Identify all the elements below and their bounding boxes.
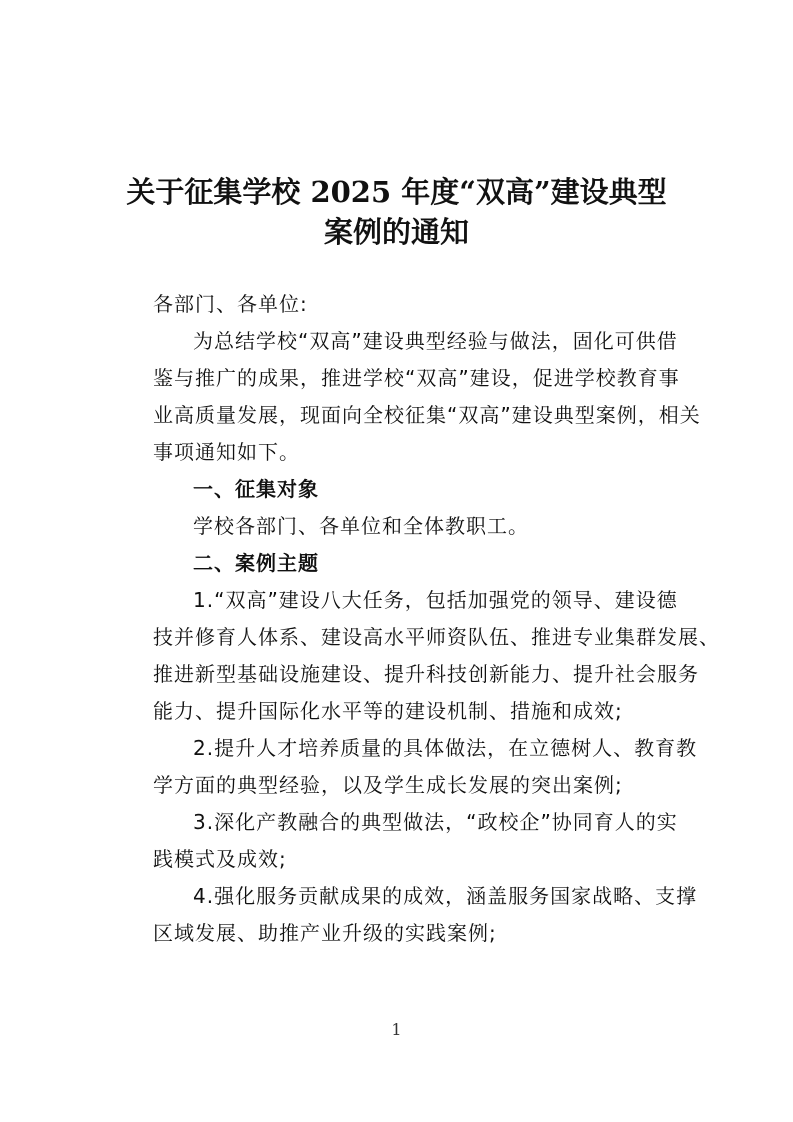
item-3-line: 3.深化产教融合的典型做法，“政校企”协同育人的实 <box>193 810 678 834</box>
page-number: 1 <box>391 1020 402 1039</box>
document-body <box>153 286 720 952</box>
item-2-line: 2.提升人才培养质量的具体做法，在立德树人、教育教 <box>193 736 698 760</box>
item-3-line: 践模式及成效; <box>153 847 287 871</box>
intro-line: 业高质量发展，现面向全校征集“双高”建设典型案例，相关 <box>153 403 701 427</box>
item-1-line: 技并修育人体系、建设高水平师资队伍、推进专业集群发展、 <box>153 625 720 649</box>
intro-line: 事项通知如下。 <box>153 440 300 464</box>
section-text-1: 学校各部门、各单位和全体教职工。 <box>193 514 529 538</box>
section-heading-2: 二、案例主题 <box>193 551 319 575</box>
document-title-line-2: 案例的通知 <box>323 215 469 249</box>
document-title-line-1: 关于征集学校 2025 年度“双高”建设典型 <box>126 175 667 209</box>
item-2-line: 学方面的典型经验，以及学生成长发展的突出案例; <box>153 773 623 797</box>
intro-line: 鉴与推广的成果，推进学校“双高”建设，促进学校教育事 <box>153 366 680 390</box>
item-1-line: 能力、提升国际化水平等的建设机制、措施和成效; <box>153 699 623 723</box>
intro-line: 为总结学校“双高”建设典型经验与做法，固化可供借 <box>193 329 678 353</box>
item-4-line: 4.强化服务贡献成果的成效，涵盖服务国家战略、支撑 <box>193 884 698 908</box>
item-1-line: 1.“双高”建设八大任务，包括加强党的领导、建设德 <box>193 588 678 612</box>
salutation: 各部门、各单位: <box>153 292 308 316</box>
section-heading-1: 一、征集对象 <box>193 477 319 501</box>
item-1-line: 推进新型基础设施建设、提升科技创新能力、提升社会服务 <box>153 662 699 686</box>
item-4-line: 区域发展、助推产业升级的实践案例; <box>153 921 497 945</box>
